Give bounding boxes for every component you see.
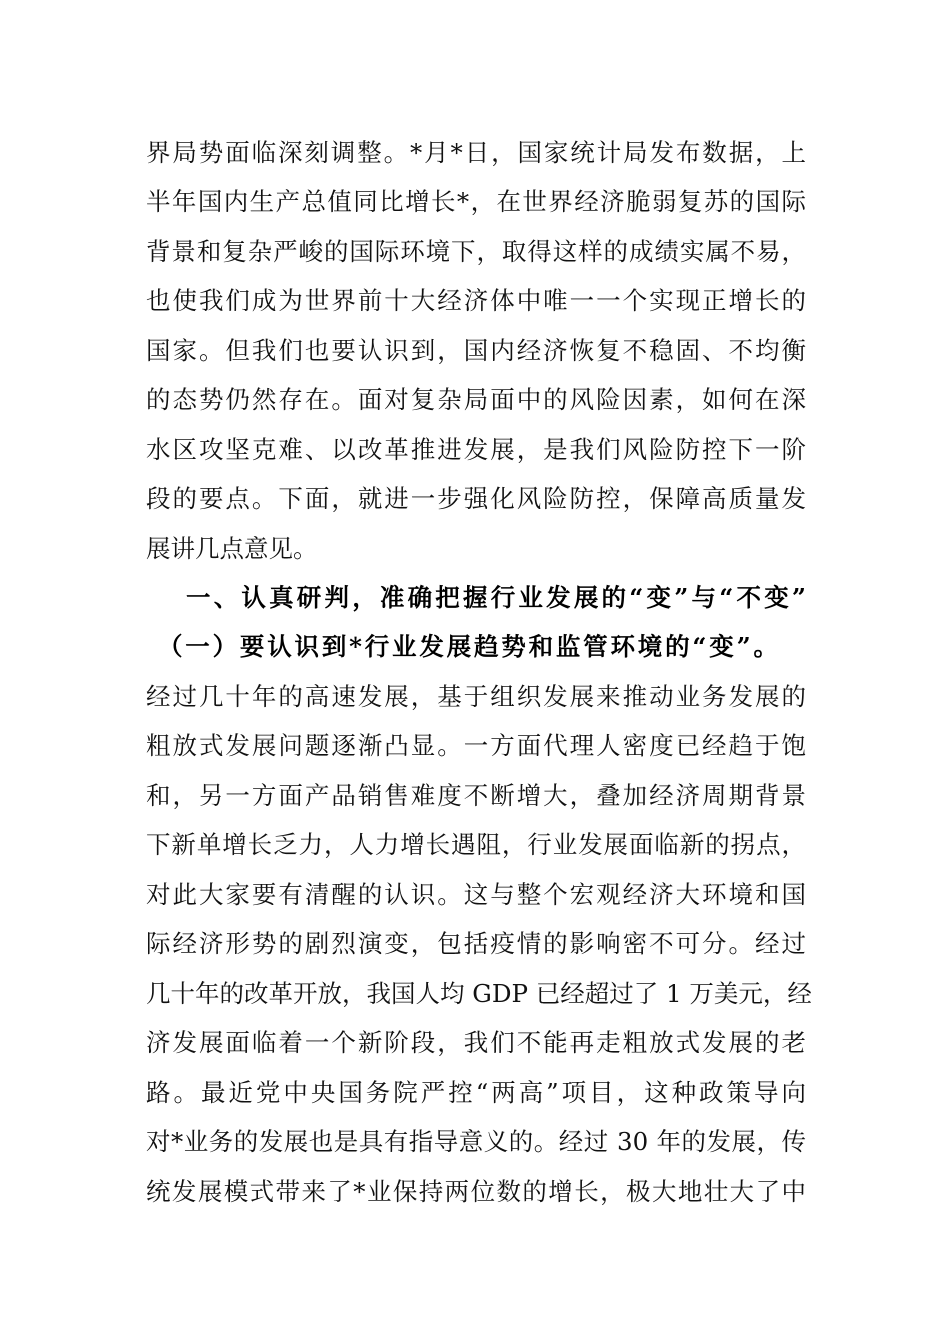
text-line: 段的要点。下面，就进一步强化风险防控，保障高质量发: [146, 484, 806, 513]
text-line: 几十年的改革开放，我国人均 GDP 已经超过了 1 万美元，经: [146, 979, 812, 1008]
section-heading: 一、认真研判，准确把握行业发展的“变”与“不变”: [186, 583, 806, 612]
text-line: 对*业务的发展也是具有指导意义的。经过 30 年的发展，传: [146, 1127, 806, 1156]
text-line: 国家。但我们也要认识到，国内经济恢复不稳固、不均衡: [146, 336, 806, 365]
subsection-heading: （一）要认识到*行业发展趋势和监管环境的“变”。: [158, 632, 778, 661]
text-line: 际经济形势的剧烈演变，包括疫情的影响密不可分。经过: [146, 929, 806, 958]
text-line: 界局势面临深刻调整。*月*日，国家统计局发布数据，上: [146, 138, 806, 167]
text-line: 经过几十年的高速发展，基于组织发展来推动业务发展的: [146, 682, 806, 711]
text-line: 对此大家要有清醒的认识。这与整个宏观经济大环境和国: [146, 880, 806, 909]
text-line: 半年国内生产总值同比增长*，在世界经济脆弱复苏的国际: [146, 187, 806, 216]
text-line: 也使我们成为世界前十大经济体中唯一一个实现正增长的: [146, 286, 806, 315]
text-line: 统发展模式带来了*业保持两位数的增长，极大地壮大了中: [146, 1177, 806, 1206]
text-line: 和，另一方面产品销售难度不断增大，叠加经济周期背景: [146, 781, 806, 810]
text-line: 展讲几点意见。: [146, 534, 318, 563]
text-line: 下新单增长乏力，人力增长遇阻，行业发展面临新的拐点，: [146, 830, 806, 859]
text-line: 路。最近党中央国务院严控“两高”项目，这种政策导向: [146, 1078, 806, 1107]
text-line: 的态势仍然存在。面对复杂局面中的风险因素，如何在深: [146, 385, 806, 414]
text-line: 粗放式发展问题逐渐凸显。一方面代理人密度已经趋于饱: [146, 731, 806, 760]
text-line: 背景和复杂严峻的国际环境下，取得这样的成绩实属不易，: [146, 237, 806, 266]
text-line: 水区攻坚克难、以改革推进发展，是我们风险防控下一阶: [146, 435, 806, 464]
text-line: 济发展面临着一个新阶段，我们不能再走粗放式发展的老: [146, 1028, 806, 1057]
